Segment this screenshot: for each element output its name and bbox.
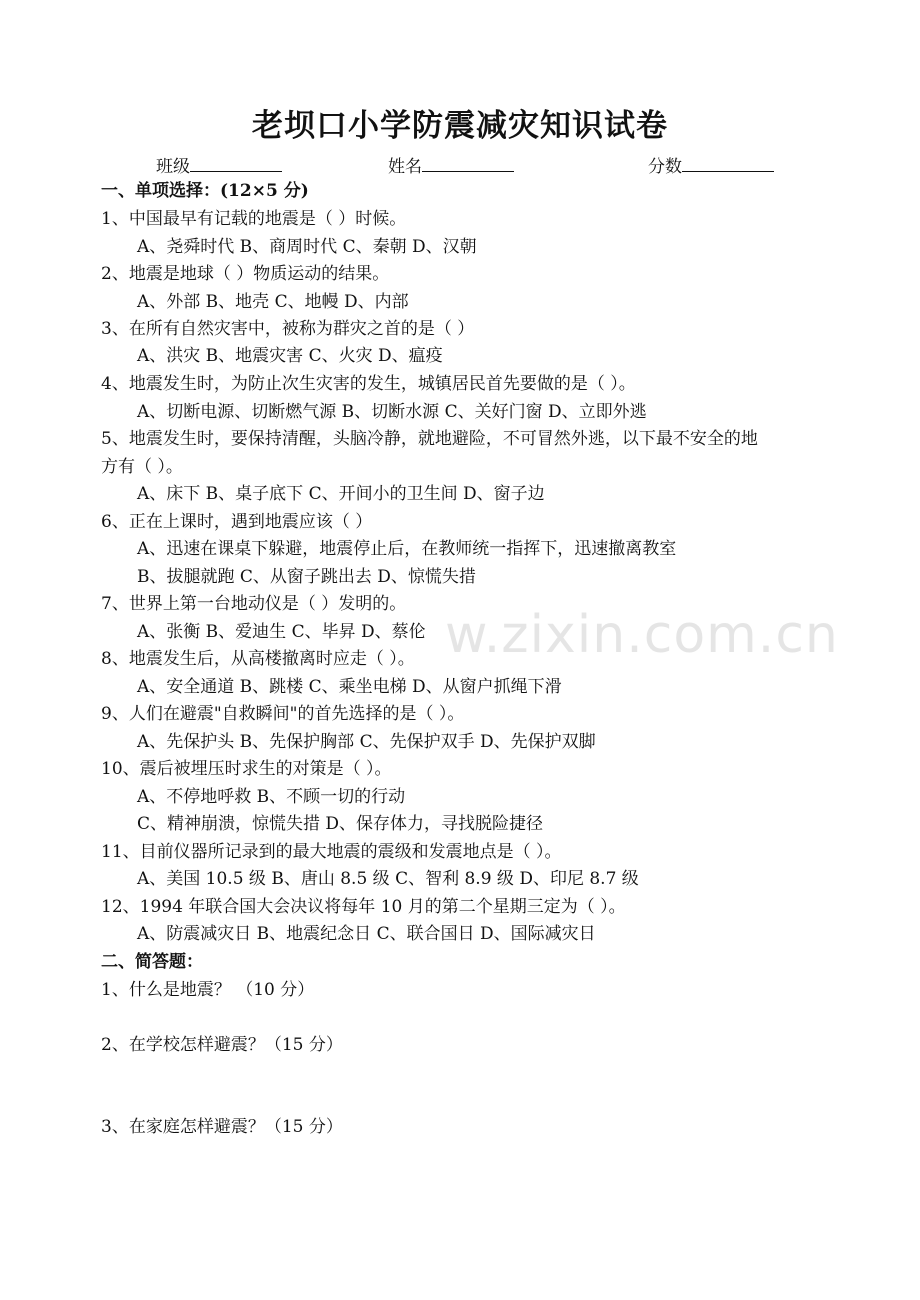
- question-6-options-a: A、迅速在课桌下躲避，地震停止后，在教师统一指挥下，迅速撤离教室: [137, 539, 677, 559]
- question-8-options: A、安全通道 B、跳楼 C、乘坐电梯 D、从窗户抓绳下滑: [137, 677, 562, 697]
- question-12-options: A、防震减灾日 B、地震纪念日 C、联合国日 D、国际减灾日: [137, 924, 596, 944]
- question-12: 12、1994 年联合国大会决议将每年 10 月的第二个星期三定为（ ）。: [101, 897, 626, 917]
- question-5: 5、地震发生时，要保持清醒，头脑冷静，就地避险，不可冒然外逃，以下最不安全的地: [101, 429, 758, 449]
- question-10: 10、震后被埋压时求生的对策是（ ）。: [101, 759, 392, 779]
- question-1: 1、中国最早有记载的地震是（ ）时候。: [101, 209, 407, 229]
- question-4: 4、地震发生时，为防止次生灾害的发生，城镇居民首先要做的是（ ）。: [101, 374, 636, 394]
- short-answer-3: 3、在家庭怎样避震？（15 分）: [101, 1117, 343, 1137]
- question-1-options: A、尧舜时代 B、商周时代 C、秦朝 D、汉朝: [137, 237, 477, 257]
- section-heading-choice: 一、单项选择：(12×5 分): [101, 181, 309, 201]
- question-2: 2、地震是地球（ ）物质运动的结果。: [101, 264, 390, 284]
- question-10-options-b: C、精神崩溃，惊慌失措 D、保存体力，寻找脱险捷径: [137, 814, 544, 834]
- question-6: 6、正在上课时，遇到地震应该（ ）: [101, 512, 373, 532]
- score-label: 分数: [648, 157, 682, 177]
- question-7-options: A、张衡 B、爱迪生 C、毕昇 D、蔡伦: [137, 622, 426, 642]
- class-field: [156, 152, 282, 177]
- section-heading-short-answer: 二、简答题：: [101, 952, 203, 972]
- question-11: 11、目前仪器所记录到的最大地震的震级和发震地点是（ ）。: [101, 842, 562, 862]
- name-blank[interactable]: [422, 155, 514, 172]
- question-5-cont: 方有（ ）。: [101, 457, 183, 477]
- question-7: 7、世界上第一台地动仪是（ ）发明的。: [101, 594, 407, 614]
- name-label: 姓名: [388, 157, 422, 177]
- question-2-options: A、外部 B、地壳 C、地幔 D、内部: [137, 292, 409, 312]
- short-answer-2: 2、在学校怎样避震？（15 分）: [101, 1035, 343, 1055]
- short-answer-1: 1、什么是地震？ （10 分）: [101, 980, 315, 1000]
- question-8: 8、地震发生后，从高楼撤离时应走（ ）。: [101, 649, 415, 669]
- question-6-options-b: B、拔腿就跑 C、从窗子跳出去 D、惊慌失措: [137, 567, 476, 587]
- page-title: 老坝口小学防震减灾知识试卷: [252, 108, 668, 144]
- question-9-options: A、先保护头 B、先保护胸部 C、先保护双手 D、先保护双脚: [137, 732, 596, 752]
- question-10-options-a: A、不停地呼救 B、不顾一切的行动: [137, 787, 406, 807]
- name-field: [388, 152, 514, 177]
- score-blank[interactable]: [682, 155, 774, 172]
- question-5-options: A、床下 B、桌子底下 C、开间小的卫生间 D、窗子边: [137, 484, 545, 504]
- question-9: 9、人们在避震"自救瞬间"的首先选择的是（ ）。: [101, 704, 465, 724]
- score-field: [648, 152, 774, 177]
- class-label: 班级: [156, 157, 190, 177]
- question-3: 3、在所有自然灾害中，被称为群灾之首的是（ ）: [101, 319, 475, 339]
- question-11-options: A、美国 10.5 级 B、唐山 8.5 级 C、智利 8.9 级 D、印尼 8.7 级: [137, 869, 639, 889]
- watermark: w.zixin.com.cn: [445, 605, 839, 665]
- question-3-options: A、洪灾 B、地震灾害 C、火灾 D、瘟疫: [137, 346, 443, 366]
- class-blank[interactable]: [190, 155, 282, 172]
- question-4-options: A、切断电源、切断燃气源 B、切断水源 C、关好门窗 D、立即外逃: [137, 402, 647, 422]
